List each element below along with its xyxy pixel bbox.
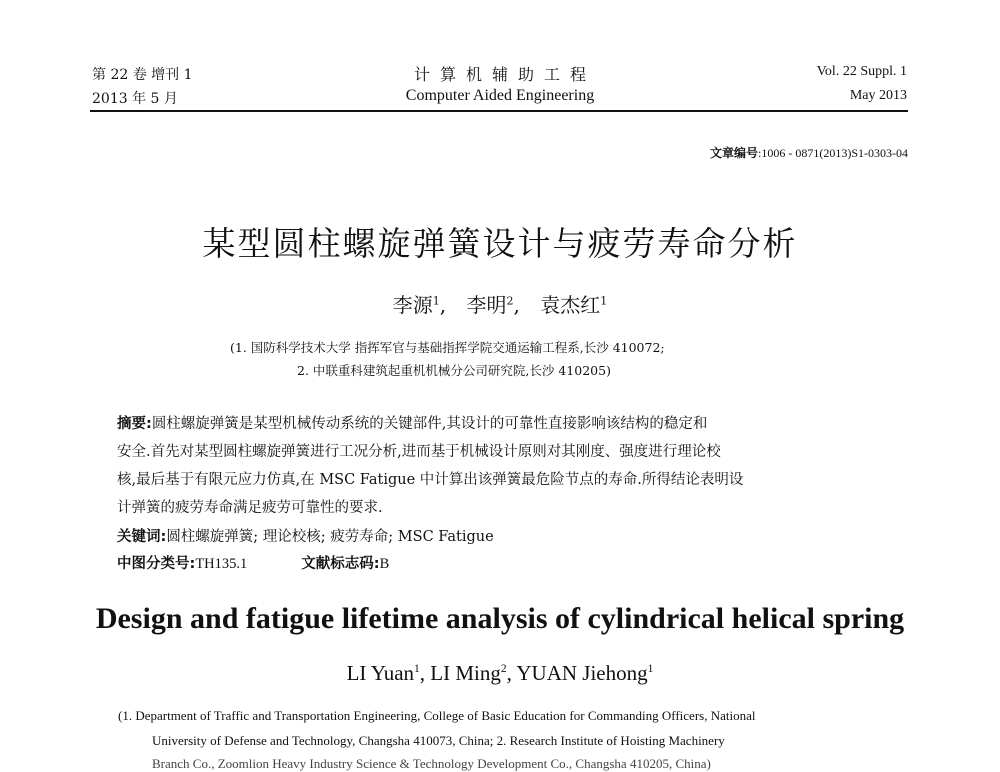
author-en: LI Ming$^2$, <box>430 661 512 685</box>
abstract-line: 安全.首先对某型圆柱螺旋弹簧进行工况分析,进而基于机械设计原则对其刚度、强度进行理论校 <box>117 444 721 460</box>
abstract-label: 摘要: <box>117 416 152 432</box>
abstract-line: 圆柱螺旋弹簧是某型机械传动系统的关键部件,其设计的可靠性直接影响该结构的稳定和 <box>151 416 708 432</box>
abstract-line: 核,最后基于有限元应力仿真,在 MSC Fatigue 中计算出该弹簧最危险节点的寿命.所得结论表明设 <box>117 472 744 488</box>
authors-en <box>0 661 1000 686</box>
document-code-value: B <box>379 556 390 572</box>
volume-issue: 第 22 卷 增刊 1 <box>92 67 193 83</box>
article-number-label: 文章编号 <box>709 146 758 160</box>
affiliation-en-3: Branch Co., Zoomlion Heavy Industry Science & Technology Development Co., Changsha 410205, China) <box>152 756 711 771</box>
clc-value: TH135.1 <box>195 556 248 572</box>
document-code-label: 文献标志码: <box>301 556 380 572</box>
volume-issue-en: Vol. 22 Suppl. 1 <box>816 64 907 79</box>
classification <box>117 552 389 573</box>
publication-date-en: May 2013 <box>849 88 907 103</box>
keywords <box>117 525 494 546</box>
article-number <box>710 144 908 161</box>
affiliation-en-2: University of Defense and Technology, Changsha 410073, China; 2. Research Institute of Hoisting Machinery <box>152 733 725 748</box>
affiliation-en-1: (1. Department of Traffic and Transportation Engineering, College of Basic Education for Commanding Officers, National <box>118 708 756 723</box>
affiliation-zh-1: (1. 国防科学技术大学 指挥军官与基础指挥学院交通运输工程系,长沙 410072; <box>230 340 665 355</box>
journal-name-en: Computer Aided Engineering <box>405 87 595 104</box>
author-zh: 李源$^1$, <box>392 293 447 317</box>
author-en: LI Yuan$^1$, <box>346 661 431 685</box>
author-zh: 李明$^2$, <box>466 293 520 317</box>
keywords-label: 关键词: <box>117 529 167 545</box>
abstract-zh <box>117 410 897 522</box>
abstract-line: 计弹簧的疲劳寿命满足疲劳可靠性的要求. <box>117 500 383 516</box>
article-number-value: :1006 - 0871(2013)S1-0303-04 <box>758 146 908 160</box>
keywords-value: 圆柱螺旋弹簧; 理论校核; 疲劳寿命; MSC Fatigue <box>166 529 494 545</box>
author-en: YUAN Jiehong$^1$ <box>516 661 654 685</box>
journal-name-zh: 计算机辅助工程 <box>413 65 596 84</box>
publication-date-zh: 2013 年 5 月 <box>92 91 178 107</box>
authors-zh <box>0 289 1000 318</box>
clc-label: 中图分类号: <box>117 556 196 572</box>
paper-title-en: Design and fatigue lifetime analysis of cylindrical helical spring <box>95 602 905 635</box>
affiliation-zh-2: 2. 中联重科建筑起重机机械分公司研究院,长沙 410205) <box>297 363 611 378</box>
author-zh: 袁杰红$^1$ <box>540 293 608 317</box>
header-rule <box>90 110 908 112</box>
paper-title-zh: 某型圆柱螺旋弹簧设计与疲劳寿命分析 <box>202 224 798 263</box>
